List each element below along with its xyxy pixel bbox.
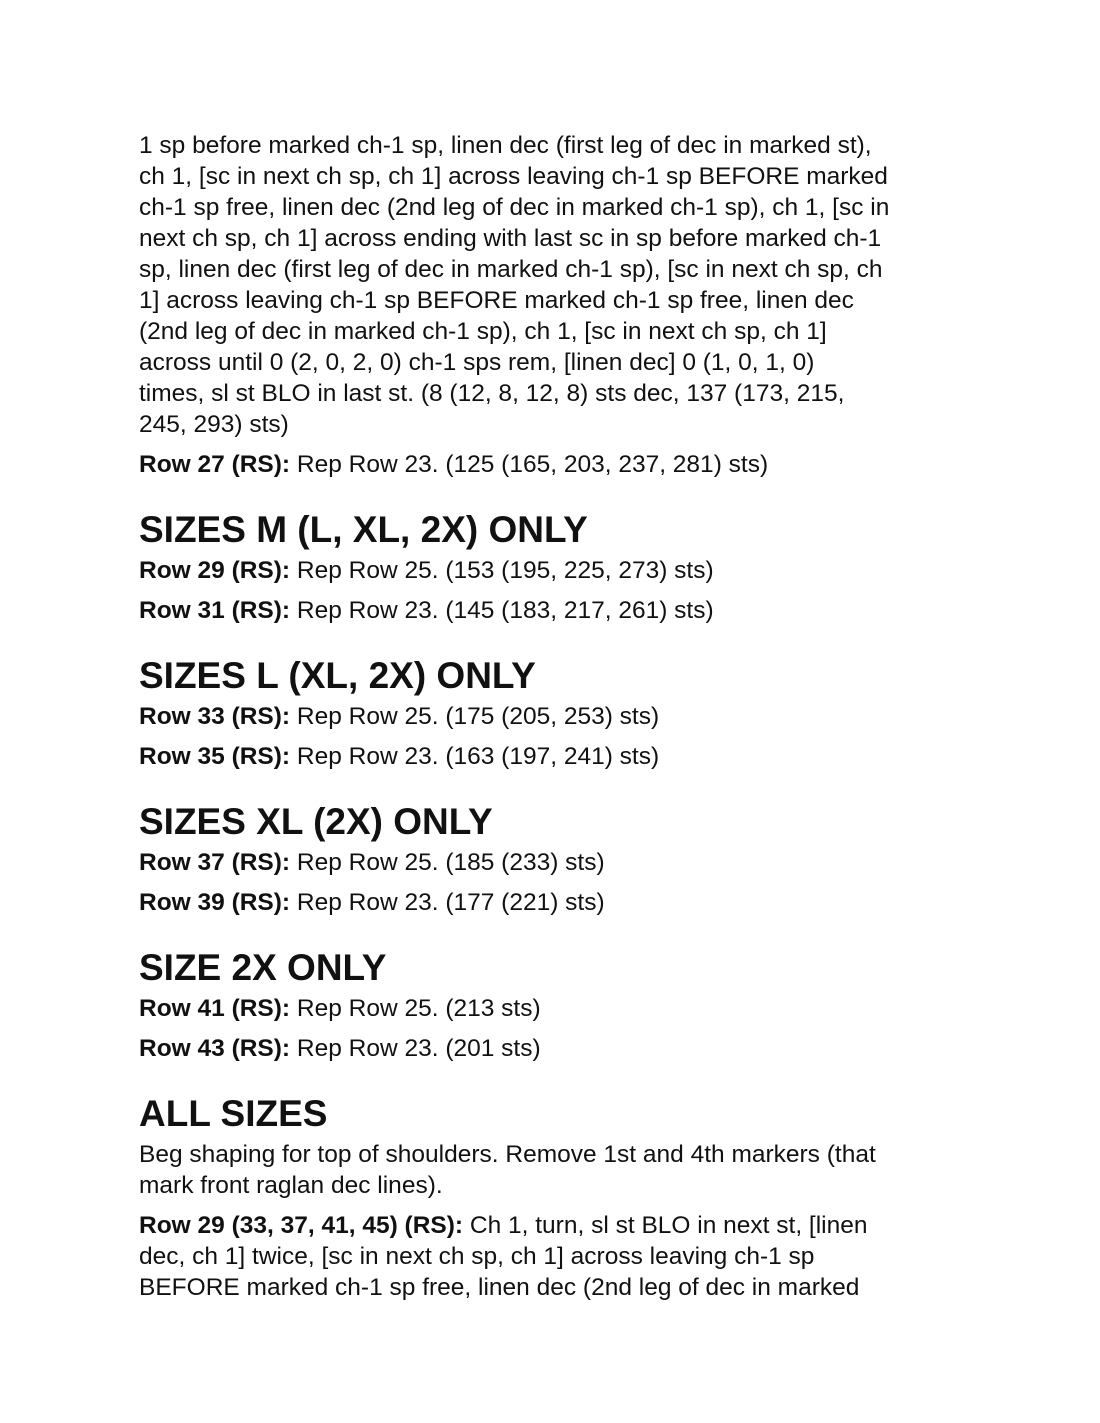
row-label: Row 29 (33, 37, 41, 45) (RS): xyxy=(139,1212,464,1239)
row-label: Row 33 (RS): xyxy=(139,703,291,730)
pattern-page xyxy=(139,130,989,1303)
row-instruction xyxy=(139,701,989,732)
intro-line: ch 1, [sc in next ch sp, ch 1] across leaving ch-1 sp BEFORE marked xyxy=(139,163,888,190)
row-instruction xyxy=(139,449,989,480)
row-text: Rep Row 23. (163 (197, 241) sts) xyxy=(290,743,660,770)
intro-line: mark front raglan dec lines). xyxy=(139,1172,443,1199)
row-line: dec, ch 1] twice, [sc in next ch sp, ch 1] across leaving ch-1 sp xyxy=(139,1243,815,1270)
row-text: Rep Row 23. (201 sts) xyxy=(290,1035,541,1062)
row-text: Rep Row 23. (177 (221) sts) xyxy=(290,889,605,916)
row-text: Rep Row 25. (185 (233) sts) xyxy=(290,849,605,876)
row-instruction xyxy=(139,555,989,586)
intro-line: 1] across leaving ch-1 sp BEFORE marked ch-1 sp free, linen dec xyxy=(139,287,854,314)
row-text: Rep Row 23. (125 (165, 203, 237, 281) sts) xyxy=(290,451,769,478)
row-label: Row 35 (RS): xyxy=(139,743,291,770)
row-text: Rep Row 25. (153 (195, 225, 273) sts) xyxy=(290,557,714,584)
row-instruction xyxy=(139,1033,989,1064)
row-label: Row 41 (RS): xyxy=(139,995,291,1022)
intro-line: ch-1 sp free, linen dec (2nd leg of dec in marked ch-1 sp), ch 1, [sc in xyxy=(139,194,890,221)
row-label: Row 29 (RS): xyxy=(139,557,291,584)
intro-line: Beg shaping for top of shoulders. Remove 1st and 4th markers (that xyxy=(139,1141,876,1168)
row-label: Row 43 (RS): xyxy=(139,1035,291,1062)
row-line: BEFORE marked ch-1 sp free, linen dec (2nd leg of dec in marked xyxy=(139,1274,860,1301)
row-label: Row 27 (RS): xyxy=(139,451,291,478)
intro-paragraph xyxy=(139,130,989,440)
intro-line: sp, linen dec (first leg of dec in marked ch-1 sp), [sc in next ch sp, ch xyxy=(139,256,883,283)
row-instruction xyxy=(139,847,989,878)
row-instruction xyxy=(139,741,989,772)
row-line xyxy=(139,1210,989,1241)
row-instruction xyxy=(139,1210,989,1303)
section-heading: ALL SIZES xyxy=(139,1093,328,1134)
section-heading: SIZES XL (2X) ONLY xyxy=(139,801,493,842)
row-text: Ch 1, turn, sl st BLO in next st, [linen xyxy=(463,1212,868,1239)
row-instruction xyxy=(139,887,989,918)
row-label: Row 31 (RS): xyxy=(139,597,291,624)
row-label: Row 39 (RS): xyxy=(139,889,291,916)
intro-line: times, sl st BLO in last st. (8 (12, 8, 12, 8) sts dec, 137 (173, 215, xyxy=(139,380,845,407)
intro-line: across until 0 (2, 0, 2, 0) ch-1 sps rem, [linen dec] 0 (1, 0, 1, 0) xyxy=(139,349,815,376)
section-heading: SIZES M (L, XL, 2X) ONLY xyxy=(139,509,588,550)
row-text: Rep Row 25. (213 sts) xyxy=(290,995,541,1022)
row-instruction xyxy=(139,595,989,626)
section-heading: SIZE 2X ONLY xyxy=(139,947,387,988)
row-label: Row 37 (RS): xyxy=(139,849,291,876)
intro-line: next ch sp, ch 1] across ending with last sc in sp before marked ch-1 xyxy=(139,225,882,252)
row-instruction xyxy=(139,993,989,1024)
intro-line: (2nd leg of dec in marked ch-1 sp), ch 1, [sc in next ch sp, ch 1] xyxy=(139,318,827,345)
row-text: Rep Row 23. (145 (183, 217, 261) sts) xyxy=(290,597,714,624)
row-text: Rep Row 25. (175 (205, 253) sts) xyxy=(290,703,660,730)
intro-line: 1 sp before marked ch-1 sp, linen dec (first leg of dec in marked st), xyxy=(139,132,872,159)
section-heading: SIZES L (XL, 2X) ONLY xyxy=(139,655,536,696)
intro-line: 245, 293) sts) xyxy=(139,411,289,438)
all-sizes-intro xyxy=(139,1139,989,1201)
